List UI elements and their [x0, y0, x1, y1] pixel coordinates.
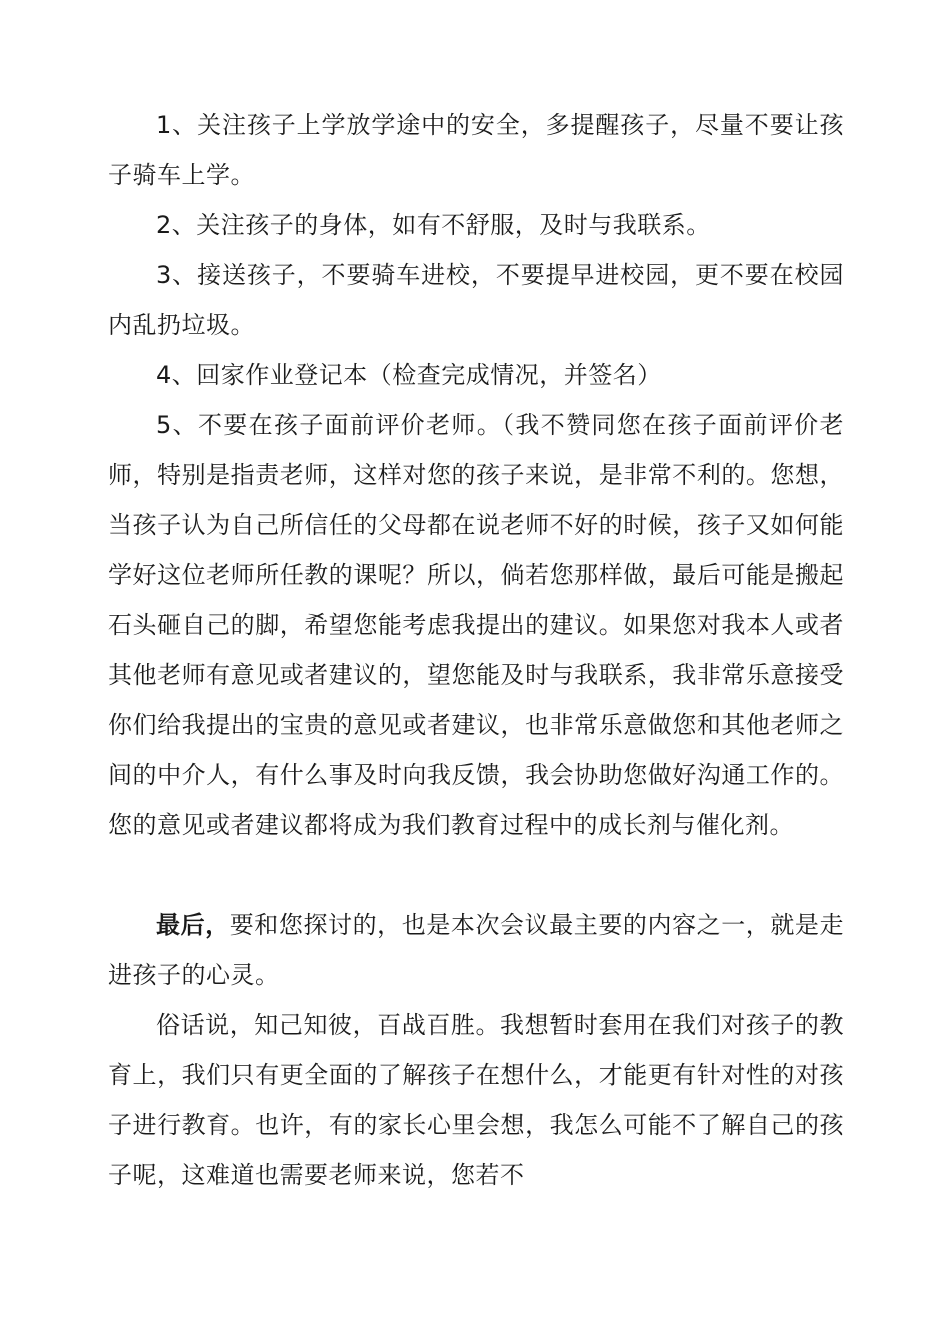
closing-lead: 最后， — [156, 911, 230, 939]
closing-paragraph — [108, 900, 844, 1000]
final-paragraph: 俗话说，知己知彼，百战百胜。我想暂时套用在我们对孩子的教育上，我们只有更全面的了解孩子在想什么，才能更有针对性的对孩子进行教育。也许，有的家长心里会想，我怎么可能不了解自己的孩子呢，这难道也需要老师来说，您若不 — [108, 1011, 844, 1189]
paragraph-spacer — [108, 850, 844, 900]
paragraph-item-2: 2、关注孩子的身体，如有不舒服，及时与我联系。 — [156, 211, 711, 239]
paragraph-item-3: 3、接送孩子，不要骑车进校，不要提早进校园，更不要在校园内乱扔垃圾。 — [108, 261, 844, 339]
paragraph-item-4: 4、回家作业登记本（检查完成情况，并签名） — [156, 361, 662, 389]
closing-text: 要和您探讨的，也是本次会议最主要的内容之一，就是走进孩子的心灵。 — [108, 911, 845, 989]
paragraph-item-5: 5、不要在孩子面前评价老师。（我不赞同您在孩子面前评价老师，特别是指责老师，这样对您的孩子来说，是非常不利的。您想，当孩子认为自己所信任的父母都在说老师不好的时候，孩子又如何能学好这位老师所任教的课呢？所以，倘若您那样做，最后可能是搬起石头砸自己的脚，希望您能考虑我提出的建议。如果您对我本人或者其他老师有意见或者建议的，望您能及时与我联系，我非常乐意接受你们给我提出的宝贵的意见或者建议，也非常乐意做您和其他老师之间的中介人，有什么事及时向我反馈，我会协助您做好沟通工作的。您的意见或者建议都将成为我们教育过程中的成长剂与催化剂。 — [108, 411, 844, 839]
document-page — [108, 100, 844, 1200]
paragraph-item-1: 1、关注孩子上学放学途中的安全，多提醒孩子，尽量不要让孩子骑车上学。 — [108, 111, 844, 189]
